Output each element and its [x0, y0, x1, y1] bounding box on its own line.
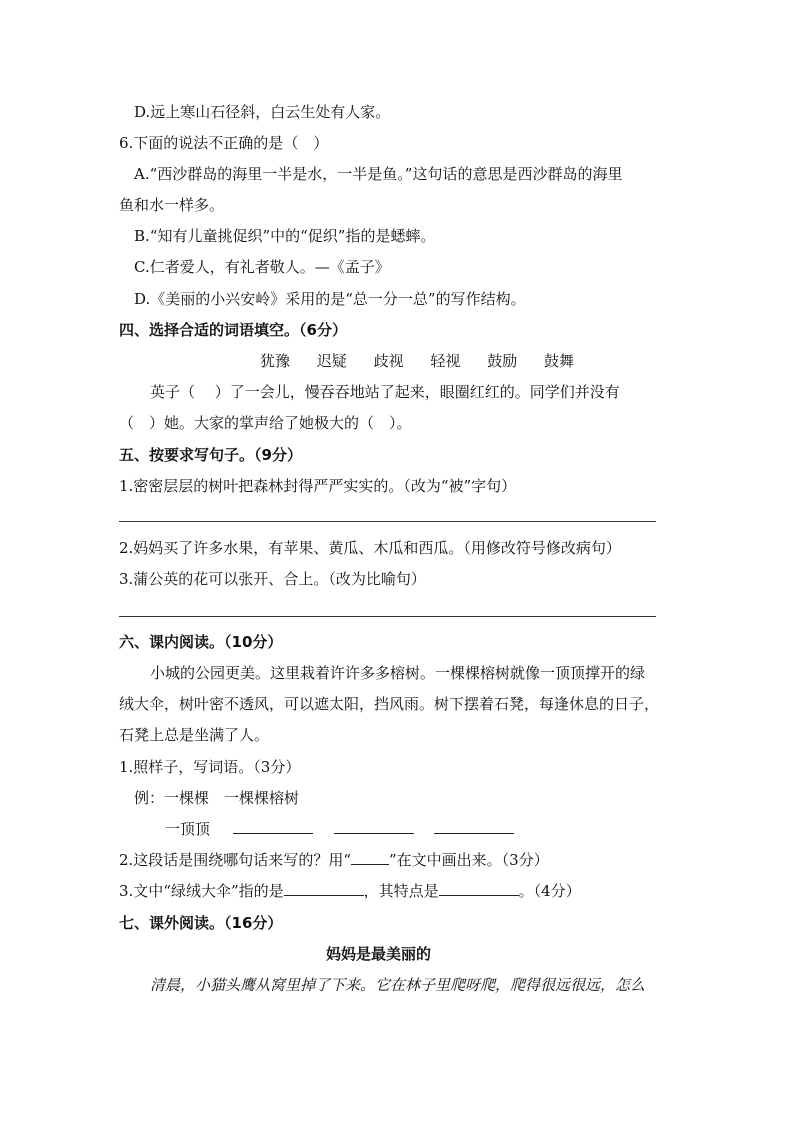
q6-stem: 6.下面的说法不正确的是（ ） [119, 134, 329, 152]
section-6-q3-text: 3.文中“绿绒大伞”指的是 [119, 882, 284, 900]
fill-blank[interactable] [284, 881, 364, 896]
word-bank-item: 歧视 [373, 352, 404, 370]
word-bank-item: 轻视 [430, 352, 461, 370]
word-bank-item: 鼓舞 [543, 352, 574, 370]
answer-line[interactable] [119, 616, 656, 617]
section-6-q3-text-mid: ，其特点是 [363, 882, 439, 900]
section-6-q3 [119, 881, 581, 901]
section-4-passage-line1: 英子（ ）了一会儿，慢吞吞地站了起来，眼圈红红的。同学们并没有 [150, 383, 620, 401]
reading-passage-line1: 小城的公园更美。这里栽着许许多多榕树。一棵棵榕树就像一顶顶撑开的绿 [150, 664, 646, 682]
fill-blank[interactable] [233, 819, 313, 834]
section-6-fill-row [165, 819, 514, 839]
reading-passage-line3: 石凳上总是坐满了人。 [119, 726, 270, 744]
q6-option-c: C.仁者爱人，有礼者敬人。—《孟子》 [134, 258, 390, 276]
word-bank-item: 犹豫 [260, 352, 291, 370]
section-6-q2-text: 2.这段话是围绕哪句话来写的？用“ [119, 851, 351, 869]
section-5-title: 五、按要求写句子。（9分） [119, 446, 302, 464]
article-title: 妈妈是最美丽的 [326, 945, 432, 963]
word-bank [260, 351, 596, 371]
q6-option-a-line1: A.“西沙群岛的海里一半是水，一半是鱼。”这句话的意思是西沙群岛的海里 [134, 165, 623, 183]
article-paragraph-line1: 清晨，小猫头鹰从窝里掉了下来。它在林子里爬呀爬，爬得很远很远，怎么 [150, 976, 646, 994]
section-5-q2: 2.妈妈买了许多水果，有苹果、黄瓜、木瓜和西瓜。（用修改符号修改病句） [119, 539, 621, 557]
section-7-title: 七、课外阅读。（16分） [119, 914, 283, 932]
section-5-q3: 3.蒲公英的花可以张开、合上。（改为比喻句） [119, 570, 426, 588]
word-bank-item: 迟疑 [316, 352, 347, 370]
fill-blank[interactable] [334, 819, 414, 834]
reading-passage-line2: 绒大伞，树叶密不透风，可以遮太阳，挡风雨。树下摆着石凳，每逢休息的日子， [119, 695, 660, 713]
q5-option-d: D.远上寒山石径斜，白云生处有人家。 [134, 103, 391, 121]
section-6-title: 六、课内阅读。（10分） [119, 633, 283, 651]
q6-option-b: B.“知有儿童挑促织”中的“促织”指的是蟋蟀。 [134, 227, 436, 245]
underline-mark [351, 850, 389, 865]
section-4-title: 四、选择合适的词语填空。（6分） [119, 321, 347, 339]
section-5-q1: 1.密密层层的树叶把森林封得严严实实的。（改为“被”字句） [119, 477, 517, 495]
section-6-q3-text-end: 。（4分） [518, 882, 581, 900]
section-6-q2 [119, 850, 549, 870]
fill-prefix: 一顶顶 [165, 820, 211, 838]
section-6-q2-text-end: ”在文中画出来。（3分） [388, 851, 549, 869]
section-4-passage-line2: （ ）她。大家的掌声给了她极大的（ ）。 [119, 414, 412, 432]
q6-option-a-line2: 鱼和水一样多。 [119, 196, 225, 214]
fill-blank[interactable] [439, 881, 519, 896]
word-bank-item: 鼓励 [487, 352, 518, 370]
fill-blank[interactable] [434, 819, 514, 834]
q6-option-d: D.《美丽的小兴安岭》采用的是“总一分一总”的写作结构。 [134, 290, 526, 308]
answer-line[interactable] [119, 521, 656, 522]
section-6-example: 例：一棵棵 一棵棵榕树 [134, 789, 300, 807]
section-6-q1: 1.照样子，写词语。（3分） [119, 758, 301, 776]
